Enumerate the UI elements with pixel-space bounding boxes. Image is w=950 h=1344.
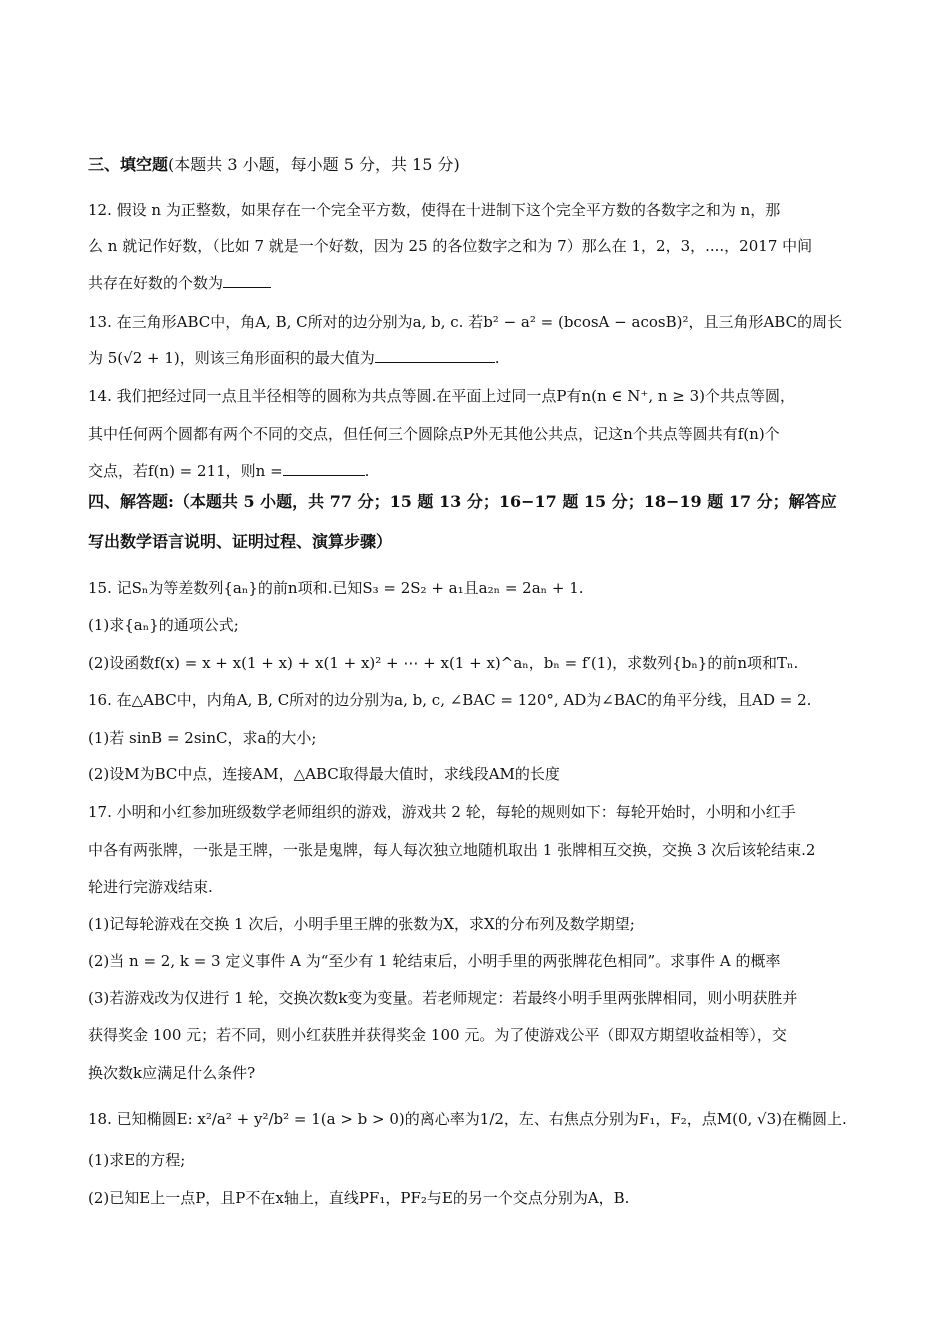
question-12-line-3 xyxy=(88,273,271,293)
question-13-text: 为 5(√2 + 1)，则该三角形面积的最大值为 xyxy=(88,349,375,367)
question-16-part-1: (1)若 sinB = 2sinC，求a的大小; xyxy=(88,729,317,747)
question-17-line-1: 17. 小明和小红参加班级数学老师组织的游戏，游戏共 2 轮，每轮的规则如下：每轮开始时，小明和小红手 xyxy=(88,803,796,821)
question-12-answer-blank xyxy=(223,273,271,288)
question-16-stem: 16. 在△ABC中，内角A, B, C所对的边分别为a, b, c, ∠BAC = 120°, AD为∠BAC的角平分线，且AD = 2. xyxy=(88,691,812,709)
question-17-part-1: (1)记每轮游戏在交换 1 次后，小明手里王牌的张数为X，求X的分布列及数学期望; xyxy=(88,915,635,933)
question-15-stem: 15. 记Sₙ为等差数列{aₙ}的前n项和.已知S₃ = 2S₂ + a₁且a₂ₙ = 2aₙ + 1. xyxy=(88,579,584,597)
question-13-answer-blank xyxy=(375,348,495,363)
question-15-part-1: (1)求{aₙ}的通项公式; xyxy=(88,616,239,634)
question-14-line-3 xyxy=(88,461,369,481)
section-4-heading-line-1: 四、解答题:（本题共 5 小题，共 77 分；15 题 13 分；16−17 题 15 分；18−19 题 17 分；解答应 xyxy=(88,492,837,511)
question-17-part-2: (2)当 n = 2, k = 3 定义事件 A 为“至少有 1 轮结束后，小明手里的两张牌花色相同”。求事件 A 的概率 xyxy=(88,952,781,970)
question-12-text: 共存在好数的个数为 xyxy=(88,274,224,292)
question-18-part-1: (1)求E的方程; xyxy=(88,1151,186,1169)
question-12-line-2: 么 n 就记作好数，（比如 7 就是一个好数，因为 25 的各位数字之和为 7）那么在 1，2，3，....，2017 中间 xyxy=(88,237,813,255)
question-14-period: . xyxy=(364,462,370,480)
question-18-stem: 18. 已知椭圆E: x²/a² + y²/b² = 1(a > b > 0)的离心率为1/2，左、右焦点分别为F₁，F₂，点M(0, √3)在椭圆上. xyxy=(88,1110,847,1128)
section-3-heading xyxy=(88,155,460,175)
question-17-part-3-line-3: 换次数k应满足什么条件? xyxy=(88,1064,256,1082)
section-3-note: (本题共 3 小题，每小题 5 分，共 15 分) xyxy=(168,155,460,174)
question-18-part-2: (2)已知E上一点P，且P不在x轴上，直线PF₁，PF₂与E的另一个交点分别为A，B. xyxy=(88,1189,630,1207)
question-17-part-3-line-2: 获得奖金 100 元；若不同，则小红获胜并获得奖金 100 元。为了使游戏公平（即双方期望收益相等），交 xyxy=(88,1026,787,1044)
question-17-part-3-line-1: (3)若游戏改为仅进行 1 轮，交换次数k变为变量。若老师规定：若最终小明手里两张牌相同，则小明获胜并 xyxy=(88,989,798,1007)
question-17-line-2: 中各有两张牌，一张是王牌，一张是鬼牌，每人每次独立地随机取出 1 张牌相互交换，交换 3 次后该轮结束.2 xyxy=(88,841,816,859)
question-13-period: . xyxy=(494,349,500,367)
question-14-line-1: 14. 我们把经过同一点且半径相等的圆称为共点等圆.在平面上过同一点P有n(n ∈ N⁺, n ≥ 3)个共点等圆， xyxy=(88,387,796,405)
section-4-heading-line-2: 写出数学语言说明、证明过程、演算步骤） xyxy=(88,532,393,551)
question-14-line-2: 其中任何两个圆都有两个不同的交点，但任何三个圆除点P外无其他公共点，记这n个共点等圆共有f(n)个 xyxy=(88,425,780,443)
question-16-part-2: (2)设M为BC中点，连接AM，△ABC取得最大值时，求线段AM的长度 xyxy=(88,765,560,783)
question-13-line-2 xyxy=(88,348,500,368)
question-14-answer-blank xyxy=(283,461,365,476)
question-13-line-1: 13. 在三角形ABC中，角A, B, C所对的边分别为a, b, c. 若b² − a² = (bcosA − acosB)²，且三角形ABC的周长 xyxy=(88,313,843,331)
section-3-title: 三、填空题 xyxy=(88,155,169,174)
question-15-part-2: (2)设函数f(x) = x + x(1 + x) + x(1 + x)² + ⋯ + x(1 + x)^aₙ，bₙ = f′(1)，求数列{bₙ}的前n项和Tₙ. xyxy=(88,654,799,672)
question-12-line-1: 12. 假设 n 为正整数，如果存在一个完全平方数，使得在十进制下这个完全平方数的各数字之和为 n，那 xyxy=(88,201,781,219)
question-17-line-3: 轮进行完游戏结束. xyxy=(88,878,213,896)
question-14-text: 交点，若f(n) = 211，则n = xyxy=(88,462,283,480)
